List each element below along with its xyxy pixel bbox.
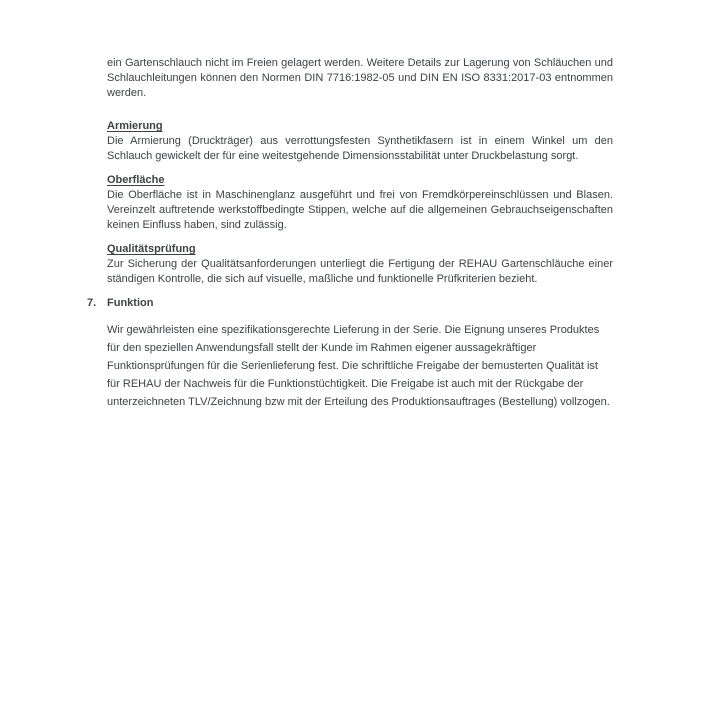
- section-heading-qualitaetspruefung: Qualitätsprüfung: [107, 243, 196, 255]
- section-funktion: [87, 296, 613, 411]
- section-heading-funktion: Funktion: [107, 297, 154, 309]
- section-body-oberflaeche: Die Oberfläche ist in Maschinenglanz ausgeführt und frei von Fremdkörpereinschlüssen und Blasen. Vereinzelt auftretende werkstoffbedingte Stippen, welche auf die allgemeinen Gebrauchseigenschaften keinen Einfluss haben, sind zulässig.: [107, 189, 613, 231]
- section-oberflaeche: [107, 173, 613, 233]
- section-number: 7.: [87, 297, 97, 309]
- document-content: [87, 56, 613, 411]
- section-body-armierung: Die Armierung (Druckträger) aus verrottungsfesten Synthetikfasern ist in einem Winkel um den Schlauch gewickelt der für eine weitestgehende Dimensionsstabilität unter Druckbelastung sorgt.: [107, 135, 613, 162]
- section-armierung: [107, 119, 613, 164]
- numbered-section-heading: [87, 296, 613, 311]
- section-body-qualitaetspruefung: Zur Sicherung der Qualitätsanforderungen unterliegt die Fertigung der REHAU Gartenschläuche einer ständigen Kontrolle, die sich auf visuelle, maßliche und funktionelle Prüfkriterien bezieht.: [107, 258, 613, 285]
- section-heading-oberflaeche: Oberfläche: [107, 174, 165, 186]
- section-body-funktion: Wir gewährleisten eine spezifikationsgerechte Lieferung in der Serie. Die Eignung unseres Produktes für den speziellen Anwendungsfall stellt der Kunde im Rahmen eigener aussagekräftiger Funktionsprüfungen für die Serienlieferung fest. Die schriftliche Freigabe der bemusterten Qualität ist für REHAU der Nachweis für die Funktionstüchtigkeit. Die Freigabe ist auch mit der Rückgabe der unterzeichneten TLV/Zeichnung bzw mit der Erteilung des Produktionsauftrages (Bestellung) vollzogen.: [107, 324, 610, 408]
- section-heading-armierung: Armierung: [107, 120, 163, 132]
- section-qualitaetspruefung: [107, 242, 613, 287]
- intro-paragraph: ein Gartenschlauch nicht im Freien gelagert werden. Weitere Details zur Lagerung von Schläuchen und Schlauchleitungen können den Normen DIN 7716:1982-05 und DIN EN ISO 8331:2017-03 entnommen werden.: [107, 57, 613, 99]
